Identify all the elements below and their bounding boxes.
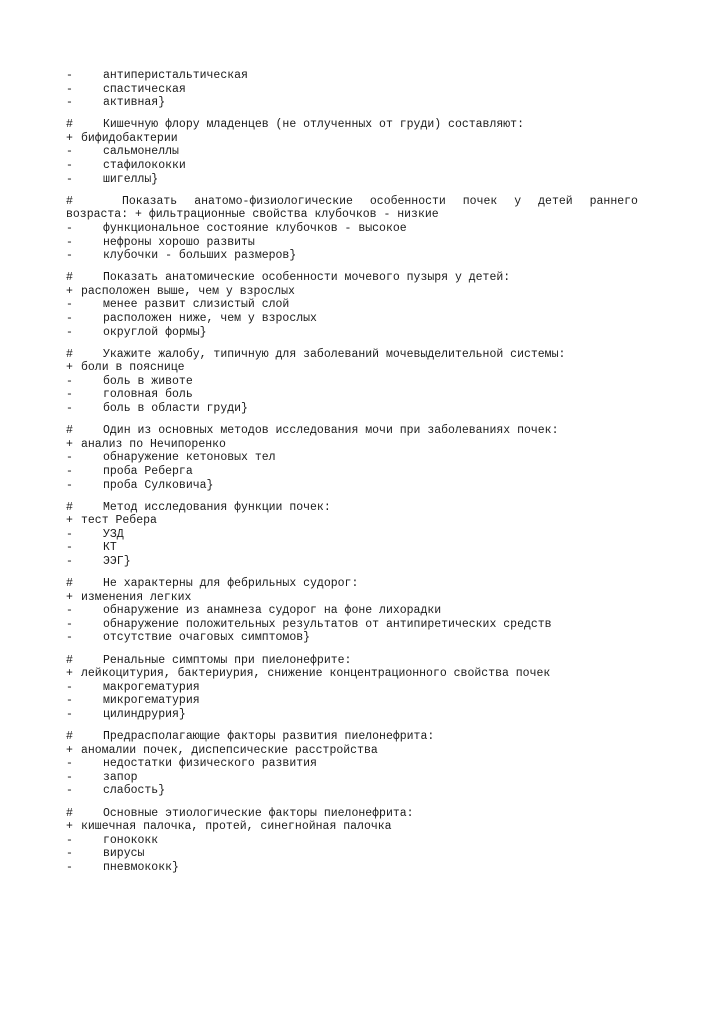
wrong-marker: - <box>66 847 73 861</box>
option-wrong <box>66 298 666 312</box>
option-wrong <box>66 249 666 263</box>
wrong-marker: - <box>66 604 73 618</box>
option-wrong <box>66 375 666 389</box>
option-wrong <box>66 757 666 771</box>
option-wrong <box>66 402 666 416</box>
option-text: микрогематурия <box>103 694 200 708</box>
wrong-marker: - <box>66 172 73 186</box>
option-text: расположен ниже, чем у взрослых <box>103 312 317 325</box>
wrong-marker: - <box>66 784 73 798</box>
wrong-marker: - <box>66 464 73 478</box>
test-question-list <box>66 69 666 874</box>
question-marker: # <box>66 500 73 514</box>
option-text: боли в пояснице <box>81 361 185 375</box>
option-wrong <box>66 222 666 236</box>
option-wrong <box>66 173 666 187</box>
correct-marker: + <box>66 437 73 451</box>
option-text: обнаружение кетоновых тел <box>103 451 276 465</box>
option-correct <box>66 438 666 452</box>
correct-marker: + <box>66 361 73 375</box>
question-text: возраста: + фильтрационные свойства клубочков - низкие <box>66 208 439 222</box>
option-text: спастическая <box>103 82 186 96</box>
option-correct <box>66 744 666 758</box>
wrong-marker: - <box>66 402 73 416</box>
option-wrong <box>66 145 666 159</box>
wrong-marker: - <box>66 541 73 555</box>
wrong-marker: - <box>66 69 73 82</box>
option-text: активная} <box>103 96 166 110</box>
question-line <box>66 730 666 744</box>
option-wrong <box>66 69 666 83</box>
wrong-marker: - <box>66 757 73 771</box>
correct-marker: + <box>66 667 73 681</box>
option-text: сальмонеллы <box>103 145 179 159</box>
option-text: шигеллы} <box>103 172 159 186</box>
option-text: стафилококки <box>103 159 186 173</box>
option-correct <box>66 132 666 146</box>
option-wrong <box>66 451 666 465</box>
question-marker: # <box>66 118 73 132</box>
question-marker: # <box>66 424 73 438</box>
wrong-marker: - <box>66 833 73 847</box>
question-text: Показать анатомические особенности мочевого пузыря у детей: <box>103 271 511 285</box>
wrong-marker: - <box>66 617 73 631</box>
correct-marker: + <box>66 284 73 298</box>
question-line-continued <box>66 208 666 222</box>
wrong-marker: - <box>66 298 73 312</box>
option-text: обнаружение из анамнеза судорог на фоне лихорадки <box>103 604 442 618</box>
question-line <box>66 654 666 668</box>
option-wrong <box>66 528 666 542</box>
correct-marker: + <box>66 131 73 145</box>
question-line <box>66 424 666 438</box>
question-text: Ренальные симптомы при пиелонефрите: <box>103 653 352 667</box>
option-wrong <box>66 847 666 861</box>
option-text: лейкоцитурия, бактериурия, снижение концентрационного свойства почек <box>81 667 551 681</box>
wrong-marker: - <box>66 221 73 235</box>
option-text: недостатки физического развития <box>103 757 317 771</box>
option-text: менее развит слизистый слой <box>103 298 290 312</box>
wrong-marker: - <box>66 82 73 96</box>
question-text: Один из основных методов исследования мочи при заболеваниях почек: <box>103 424 559 438</box>
question-text: Основные этиологические факторы пиелонефрита: <box>103 806 414 820</box>
question-marker: # <box>66 271 73 285</box>
wrong-marker: - <box>66 527 73 541</box>
option-wrong <box>66 312 666 326</box>
wrong-marker: - <box>66 631 73 645</box>
wrong-marker: - <box>66 451 73 465</box>
question-line <box>66 807 666 821</box>
option-correct <box>66 361 666 375</box>
question-line <box>66 348 666 362</box>
option-correct <box>66 591 666 605</box>
wrong-marker: - <box>66 388 73 402</box>
option-text: УЗД <box>103 527 124 541</box>
option-wrong <box>66 555 666 569</box>
option-wrong <box>66 834 666 848</box>
wrong-marker: - <box>66 694 73 708</box>
option-text: кишечная палочка, протей, синегнойная палочка <box>81 820 392 834</box>
option-text: отсутствие очаговых симптомов} <box>103 631 311 645</box>
option-text: округлой формы} <box>103 325 207 339</box>
option-text: цилиндрурия} <box>103 707 186 721</box>
question-line <box>66 271 666 285</box>
option-correct <box>66 285 666 299</box>
wrong-marker: - <box>66 325 73 339</box>
question-text: Кишечную флору младенцев (не отлученных от груди) составляют: <box>103 118 524 132</box>
question-marker: # <box>66 730 73 744</box>
option-wrong <box>66 631 666 645</box>
option-correct <box>66 514 666 528</box>
option-text: головная боль <box>103 388 193 402</box>
option-wrong <box>66 784 666 798</box>
option-text: проба Реберга <box>103 464 193 478</box>
option-text: аномалии почек, диспепсические расстройства <box>81 743 378 757</box>
question-marker: # <box>66 194 73 208</box>
question-marker: # <box>66 577 73 591</box>
question-line <box>66 577 666 591</box>
option-wrong <box>66 96 666 110</box>
wrong-marker: - <box>66 312 73 325</box>
option-text: пневмококк} <box>103 860 179 874</box>
option-wrong <box>66 479 666 493</box>
option-text: вирусы <box>103 847 145 861</box>
question-marker: # <box>66 653 73 667</box>
correct-marker: + <box>66 820 73 834</box>
option-wrong <box>66 83 666 97</box>
option-text: КТ <box>103 541 117 555</box>
option-text: боль в области груди} <box>103 402 248 416</box>
question-text: Предрасполагающие факторы развития пиелонефрита: <box>103 730 435 744</box>
question-line <box>66 195 666 209</box>
correct-marker: + <box>66 590 73 604</box>
option-text: обнаружение положительных результатов от антипиретических средств <box>103 617 552 631</box>
option-text: запор <box>103 770 138 784</box>
wrong-marker: - <box>66 145 73 159</box>
option-text: слабость} <box>103 784 166 798</box>
option-wrong <box>66 465 666 479</box>
wrong-marker: - <box>66 96 73 110</box>
option-text: гонококк <box>103 833 159 847</box>
wrong-marker: - <box>66 478 73 492</box>
wrong-marker: - <box>66 707 73 721</box>
option-text: боль в животе <box>103 374 193 388</box>
option-wrong <box>66 771 666 785</box>
option-text: нефроны хорошо развиты <box>103 235 255 249</box>
question-line <box>66 118 666 132</box>
option-wrong <box>66 159 666 173</box>
wrong-marker: - <box>66 249 73 263</box>
option-text: функциональное состояние клубочков - высокое <box>103 221 407 235</box>
option-text: бифидобактерии <box>81 131 178 145</box>
option-text: ЭЭГ} <box>103 555 131 568</box>
option-wrong <box>66 618 666 632</box>
option-text: изменения легких <box>81 590 192 604</box>
option-wrong <box>66 541 666 555</box>
question-marker: # <box>66 806 73 820</box>
option-text: тест Ребера <box>81 514 157 528</box>
wrong-marker: - <box>66 860 73 874</box>
question-marker: # <box>66 347 73 361</box>
option-text: макрогематурия <box>103 680 200 694</box>
question-text: Укажите жалобу, типичную для заболеваний мочевыделительной системы: <box>103 347 566 361</box>
option-wrong <box>66 326 666 340</box>
wrong-marker: - <box>66 555 73 568</box>
option-correct <box>66 820 666 834</box>
wrong-marker: - <box>66 770 73 784</box>
option-wrong <box>66 681 666 695</box>
option-wrong <box>66 861 666 875</box>
option-wrong <box>66 694 666 708</box>
option-correct <box>66 667 666 681</box>
option-wrong <box>66 388 666 402</box>
wrong-marker: - <box>66 159 73 173</box>
option-text: антиперистальтическая <box>103 69 248 82</box>
wrong-marker: - <box>66 235 73 249</box>
option-text: расположен выше, чем у взрослых <box>81 284 295 298</box>
option-text: анализ по Нечипоренко <box>81 437 226 451</box>
option-text: клубочки - больших размеров} <box>103 249 297 263</box>
question-text: Показать анатомо-физиологические особенности почек у детей раннего <box>122 194 638 208</box>
option-wrong <box>66 236 666 250</box>
correct-marker: + <box>66 514 73 528</box>
wrong-marker: - <box>66 374 73 388</box>
wrong-marker: - <box>66 680 73 694</box>
option-wrong <box>66 708 666 722</box>
question-text: Метод исследования функции почек: <box>103 500 331 514</box>
question-text: Не характерны для фебрильных судорог: <box>103 577 359 591</box>
option-text: проба Сулковича} <box>103 478 214 492</box>
correct-marker: + <box>66 743 73 757</box>
option-wrong <box>66 604 666 618</box>
question-line <box>66 501 666 515</box>
